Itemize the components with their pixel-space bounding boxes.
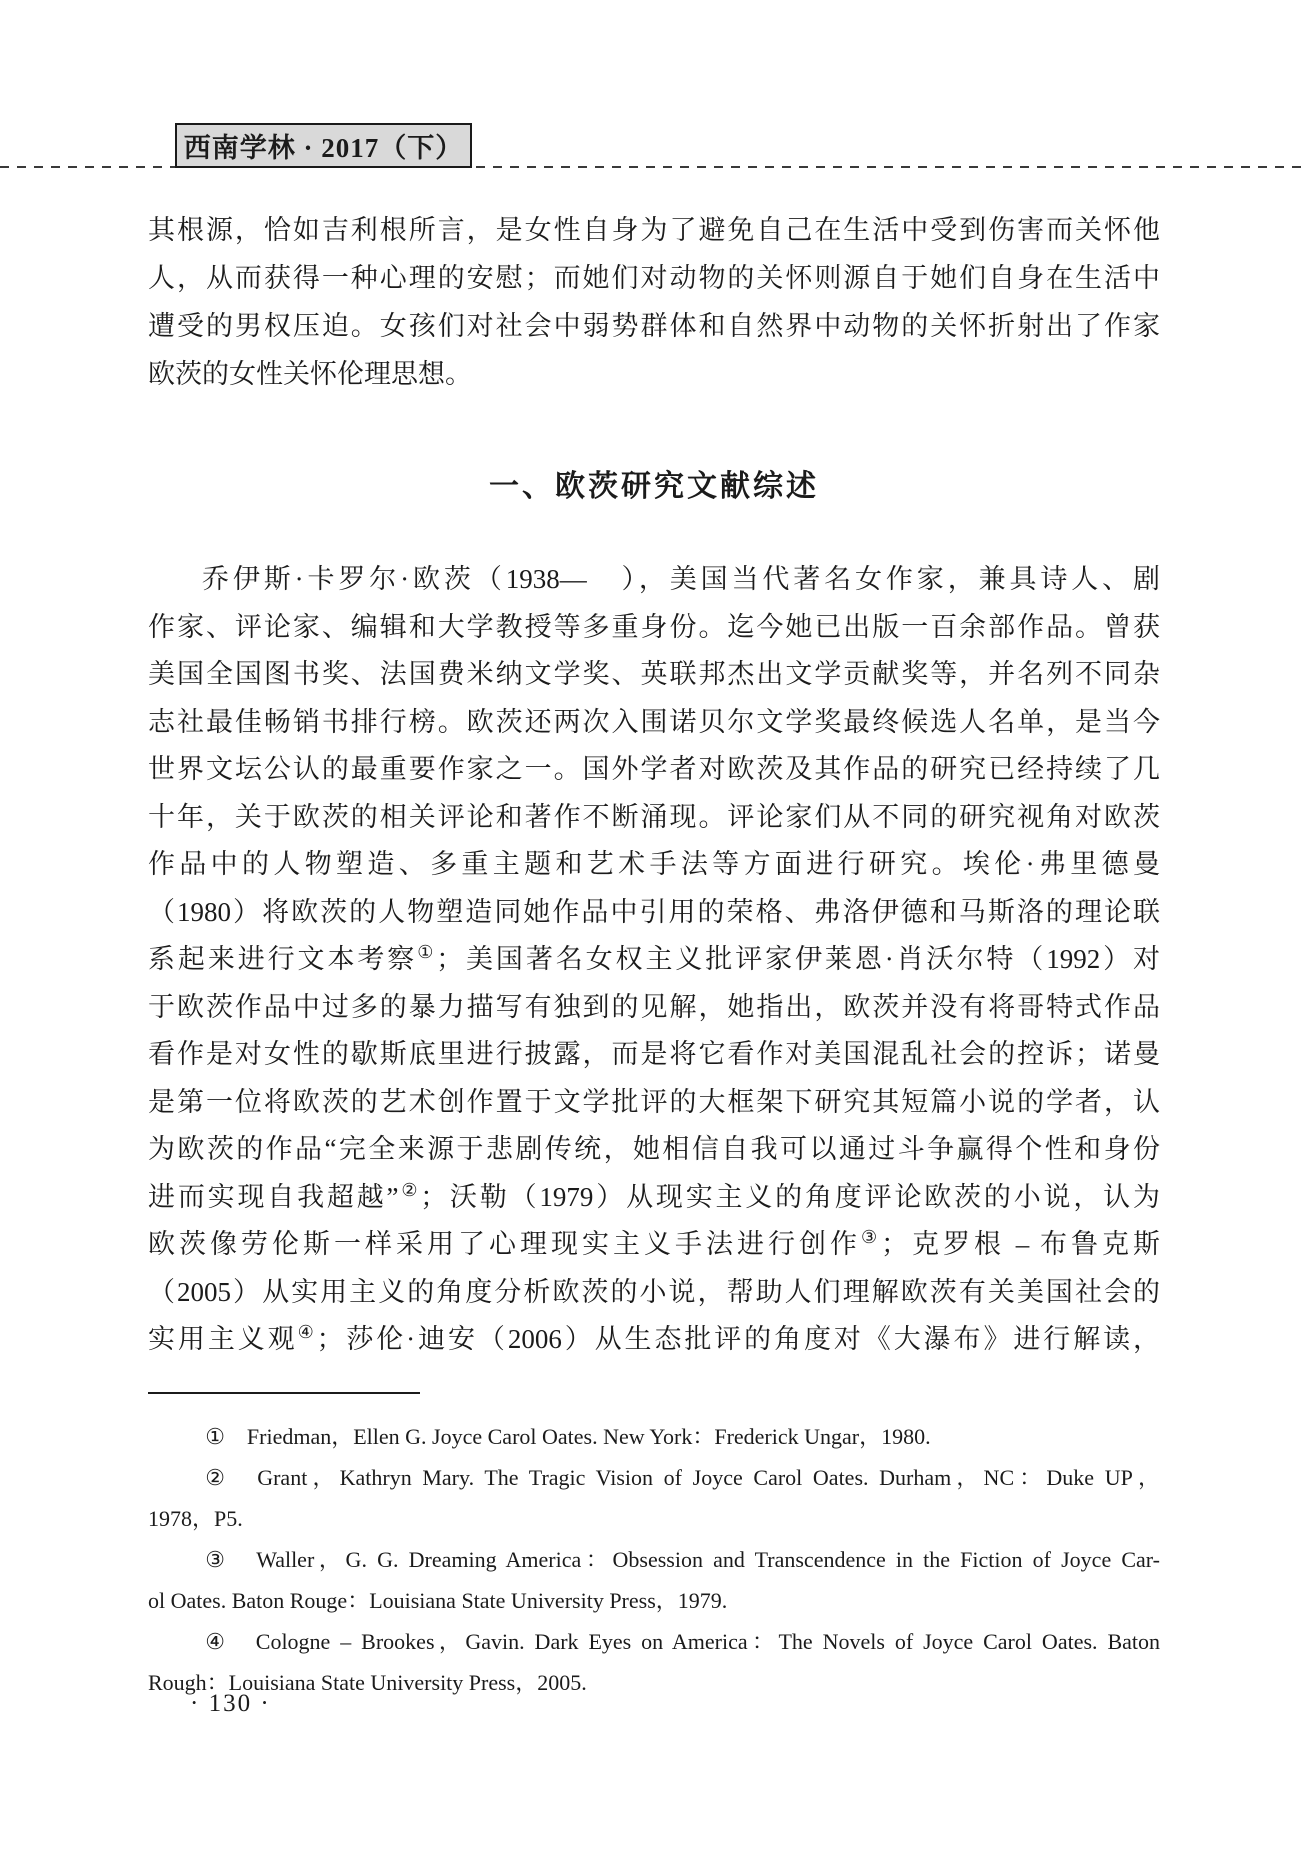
footnote-line: ol Oates. Baton Rouge：Louisiana State University Press，1979. <box>148 1588 728 1613</box>
footnote-line: ③ Waller，G. G. Dreaming America：Obsession and Transcendence in the Fiction of Joyce Car- <box>205 1547 1160 1572</box>
text-line: 遭受的男权压迫。女孩们对社会中弱势群体和自然界中动物的关怀折射出了作家 <box>148 311 1160 341</box>
text-line: 于欧茨作品中过多的暴力描写有独到的见解，她指出，欧茨并没有将哥特式作品 <box>148 991 1160 1022</box>
text-line: 十年，关于欧茨的相关评论和著作不断涌现。评论家们从不同的研究视角对欧茨 <box>148 801 1160 832</box>
text-line: 美国全国图书奖、法国费米纳文学奖、英联邦杰出文学贡献奖等，并名列不同杂 <box>148 659 1160 689</box>
main-paragraph <box>148 556 1160 1364</box>
footnote-line: Rough：Louisiana State University Press，2005. <box>148 1670 587 1695</box>
section-heading: 一、欧茨研究文献综述 <box>489 470 819 503</box>
intro-paragraph <box>148 206 1160 398</box>
footnote-line: ① Friedman，Ellen G. Joyce Carol Oates. New York：Frederick Ungar，1980. <box>205 1424 931 1449</box>
footnote-line: ④ Cologne – Brookes，Gavin. Dark Eyes on America：The Novels of Joyce Carol Oates. Baton <box>205 1629 1160 1654</box>
text-line: 进而实现自我超越”②；沃勒（1979）从现实主义的角度评论欧茨的小说，认为 <box>148 1179 1161 1212</box>
text-line: 作品中的人物塑造、多重主题和艺术手法等方面进行研究。埃伦·弗里德曼 <box>148 849 1160 879</box>
text-line: 世界文坛公认的最重要作家之一。国外学者对欧茨及其作品的研究已经持续了几 <box>148 754 1160 784</box>
journal-header-label: 西南学林 · 2017（下） <box>183 133 464 163</box>
page-number: · 130 · <box>190 1690 271 1717</box>
text-line: 欧茨像劳伦斯一样采用了心理现实主义手法进行创作③；克罗根 – 布鲁克斯 <box>148 1227 1161 1259</box>
text-line: 作家、评论家、编辑和大学教授等多重身份。迄今她已出版一百余部作品。曾获 <box>148 611 1160 642</box>
text-line: （1980）将欧茨的人物塑造同她作品中引用的荣格、弗洛伊德和马斯洛的理论联 <box>148 896 1160 927</box>
text-line: 是第一位将欧茨的艺术创作置于文学批评的大框架下研究其短篇小说的学者，认 <box>148 1086 1160 1117</box>
text-line: 为欧茨的作品“完全来源于悲剧传统，她相信自我可以通过斗争赢得个性和身份 <box>148 1134 1160 1164</box>
journal-header-box <box>175 123 472 168</box>
footnote-line: ② Grant，Kathryn Mary. The Tragic Vision of Joyce Carol Oates. Durham，NC：Duke UP， <box>205 1465 1160 1490</box>
text-line: 欧茨的女性关怀伦理思想。 <box>148 359 472 389</box>
footnotes <box>148 1416 1160 1703</box>
text-line: 看作是对女性的歇斯底里进行披露，而是将它看作对美国混乱社会的控诉；诺曼 <box>148 1039 1160 1069</box>
text-line: 其根源，恰如吉利根所言，是女性自身为了避免自己在生活中受到伤害而关怀他 <box>148 215 1160 245</box>
footnote-separator <box>148 1392 420 1394</box>
text-line: （2005）从实用主义的角度分析欧茨的小说，帮助人们理解欧茨有关美国社会的 <box>148 1276 1160 1307</box>
footnote-line: 1978，P5. <box>148 1506 243 1531</box>
text-line: 实用主义观④；莎伦·迪安（2006）从生态批评的角度对《大瀑布》进行解读， <box>148 1322 1161 1354</box>
text-line: 系起来进行文本考察①；美国著名女权主义批评家伊莱恩·肖沃尔特（1992）对 <box>148 942 1161 974</box>
text-line: 志社最佳畅销书排行榜。欧茨还两次入围诺贝尔文学奖最终候选人名单，是当今 <box>148 706 1160 737</box>
text-line: 人，从而获得一种心理的安慰；而她们对动物的关怀则源自于她们自身在生活中 <box>148 263 1160 293</box>
text-line: 乔伊斯·卡罗尔·欧茨（1938— ），美国当代著名女作家，兼具诗人、剧 <box>202 564 1160 594</box>
